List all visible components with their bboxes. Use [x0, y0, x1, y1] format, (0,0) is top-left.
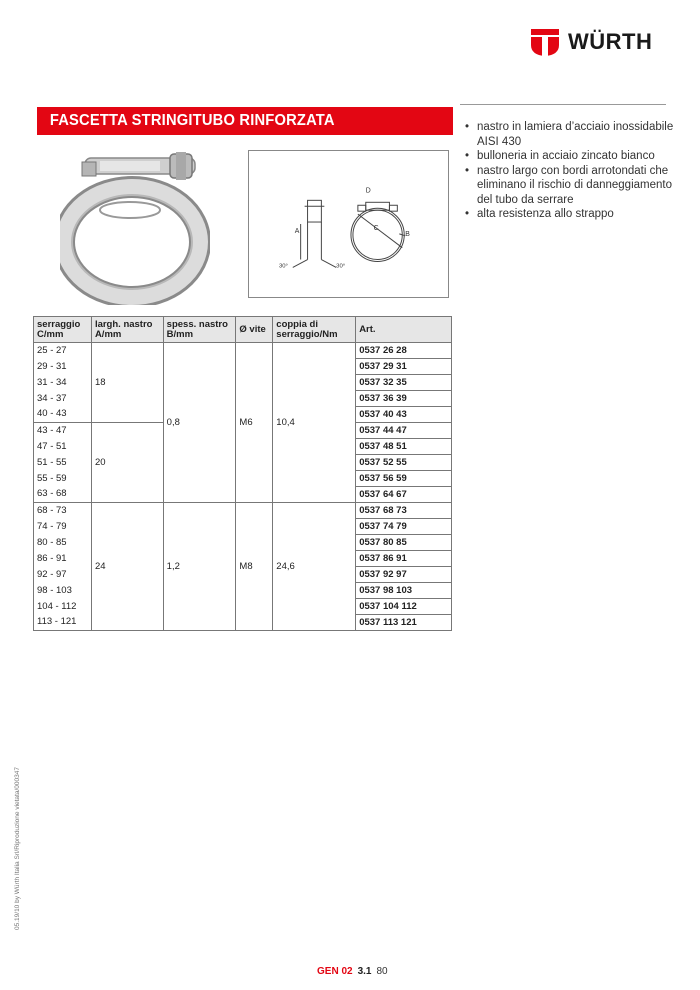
wurth-logo-icon	[530, 27, 560, 57]
range-cell: 113 - 121	[34, 615, 92, 631]
art-number: 0537 98 103	[356, 583, 452, 599]
range-cell: 98 - 103	[34, 583, 92, 599]
range-cell: 29 - 31	[34, 359, 92, 375]
page-number: 80	[376, 966, 388, 977]
art-number: 0537 86 91	[356, 551, 452, 567]
art-number: 0537 36 39	[356, 391, 452, 407]
range-cell: 47 - 51	[34, 439, 92, 455]
footer-section: GEN 02	[317, 966, 353, 977]
art-number: 0537 113 121	[356, 615, 452, 631]
col-header-torque: coppia di serraggio/Nm	[273, 317, 356, 343]
product-title: FASCETTA STRINGITUBO RINFORZATA	[49, 112, 335, 129]
range-cell: 74 - 79	[34, 519, 92, 535]
range-cell: 43 - 47	[34, 423, 92, 439]
feature-item: • nastro in lamiera d’acciaio inossidabile AISI 430	[465, 120, 685, 149]
col-header-screw: Ø vite	[236, 317, 273, 343]
range-cell: 104 - 112	[34, 599, 92, 615]
width-cell: 24	[91, 503, 163, 631]
diagram-angle-left: 30°	[278, 263, 288, 270]
art-number: 0537 104 112	[356, 599, 452, 615]
art-number: 0537 40 43	[356, 407, 452, 423]
art-number: 0537 80 85	[356, 535, 452, 551]
range-cell: 51 - 55	[34, 455, 92, 471]
screw-cell: M8	[236, 503, 273, 631]
table-header-row	[34, 317, 452, 343]
brand-logo	[530, 27, 652, 57]
art-number: 0537 56 59	[356, 471, 452, 487]
diagram-label-c: C	[373, 224, 379, 232]
hose-clamp-photo	[60, 150, 210, 305]
torque-cell: 24,6	[273, 503, 356, 631]
copyright-note: 05.19/10 by Würth Italia Srl/Riproduzione vietata/000347	[14, 767, 21, 930]
footer-chapter: 3.1	[357, 966, 372, 977]
width-cell: 20	[91, 423, 163, 503]
feature-item: • nastro largo con bordi arrotondati che eliminano il rischio di danneggiamento del tubo da serrare	[465, 164, 685, 208]
art-number: 0537 52 55	[356, 455, 452, 471]
col-header-width: largh. nastro A/mm	[91, 317, 163, 343]
art-number: 0537 48 51	[356, 439, 452, 455]
range-cell: 63 - 68	[34, 487, 92, 503]
art-number: 0537 32 35	[356, 375, 452, 391]
art-number: 0537 68 73	[356, 503, 452, 519]
range-cell: 86 - 91	[34, 551, 92, 567]
technical-diagram	[248, 150, 449, 298]
screw-cell: M6	[236, 343, 273, 503]
table-row	[34, 503, 452, 519]
thickness-cell: 1,2	[163, 503, 236, 631]
torque-cell: 10,4	[273, 343, 356, 503]
range-cell: 68 - 73	[34, 503, 92, 519]
product-title-bar	[37, 107, 453, 135]
col-header-thickness: spess. nastro B/mm	[163, 317, 236, 343]
width-cell: 18	[91, 343, 163, 423]
col-header-range: serraggio C/mm	[34, 317, 92, 343]
art-number: 0537 29 31	[356, 359, 452, 375]
art-number: 0537 74 79	[356, 519, 452, 535]
art-number: 0537 44 47	[356, 423, 452, 439]
diagram-label-b: B	[405, 230, 410, 238]
feature-item: • bulloneria in acciaio zincato bianco	[465, 149, 685, 164]
diagram-label-a: A	[294, 227, 300, 235]
range-cell: 31 - 34	[34, 375, 92, 391]
range-cell: 40 - 43	[34, 407, 92, 423]
thickness-cell: 0,8	[163, 343, 236, 503]
feature-item: • alta resistenza allo strappo	[465, 207, 685, 222]
spec-table	[33, 316, 452, 631]
range-cell: 92 - 97	[34, 567, 92, 583]
table-row	[34, 343, 452, 359]
feature-list	[465, 120, 685, 222]
page-footer	[317, 966, 388, 977]
range-cell: 80 - 85	[34, 535, 92, 551]
col-header-art: Art.	[356, 317, 452, 343]
range-cell: 34 - 37	[34, 391, 92, 407]
art-number: 0537 64 67	[356, 487, 452, 503]
diagram-angle-right: 30°	[336, 263, 346, 270]
art-number: 0537 26 28	[356, 343, 452, 359]
range-cell: 25 - 27	[34, 343, 92, 359]
range-cell: 55 - 59	[34, 471, 92, 487]
brand-name: WÜRTH	[568, 29, 653, 54]
header-rule	[460, 104, 666, 105]
diagram-label-d: D	[365, 187, 371, 195]
art-number: 0537 92 97	[356, 567, 452, 583]
